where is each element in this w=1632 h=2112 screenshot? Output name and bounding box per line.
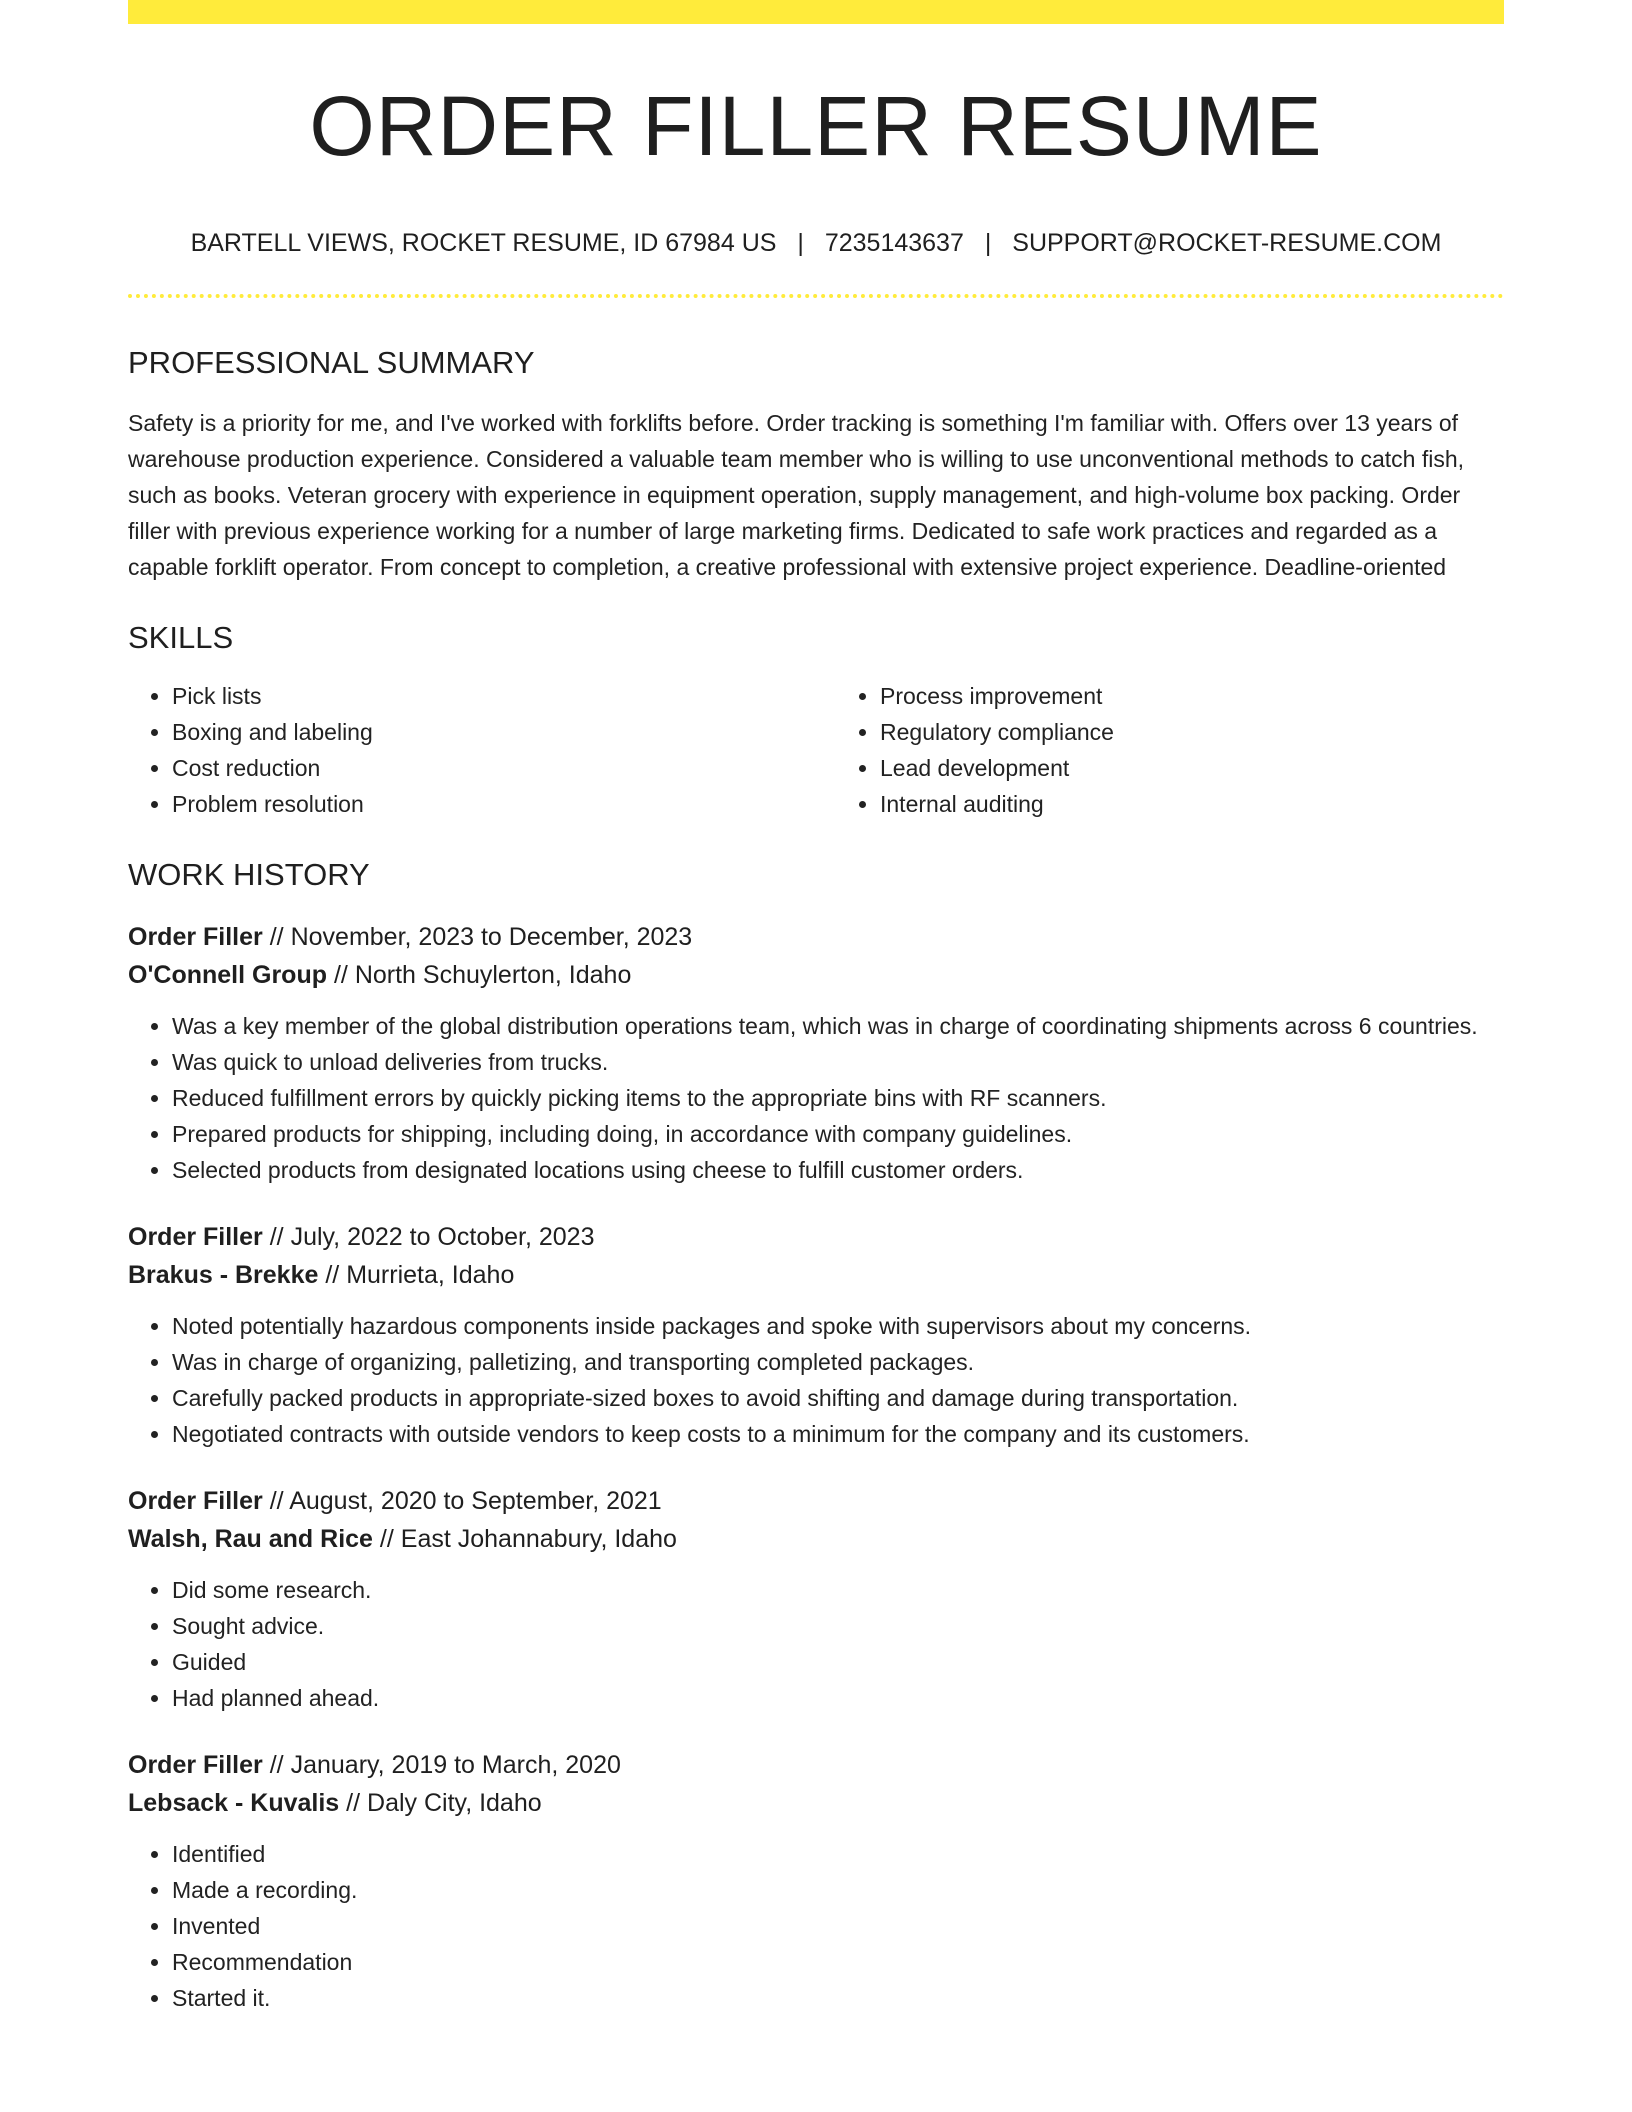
job-bullet: • Carefully packed products in appropriate-sized boxes to avoid shifting and damage during transportation.: [172, 1380, 1504, 1416]
summary-heading: PROFESSIONAL SUMMARY: [128, 345, 535, 380]
job-bullet: • Did some research.: [172, 1572, 1504, 1608]
contact-line: [128, 228, 1504, 258]
job-bullets: [128, 1572, 1504, 1716]
skill-item: • Problem resolution: [172, 786, 796, 822]
work-history-heading: WORK HISTORY: [128, 857, 370, 893]
job-entry: [128, 918, 1504, 1188]
resume-title: ORDER FILLER RESUME: [309, 79, 1323, 173]
job-separator: //: [269, 1750, 284, 1779]
job-title-line: [128, 1482, 1504, 1520]
job-company: Lebsack - Kuvalis: [128, 1788, 340, 1817]
job-bullets: [128, 1308, 1504, 1452]
job-location: East Johannabury, Idaho: [400, 1524, 677, 1553]
job-location: Murrieta, Idaho: [346, 1260, 515, 1289]
skill-item: • Pick lists: [172, 678, 796, 714]
job-bullet: • Negotiated contracts with outside vendors to keep costs to a minimum for the company and its customers.: [172, 1416, 1504, 1452]
job-location: North Schuylerton, Idaho: [354, 960, 632, 989]
job-title: Order Filler: [128, 1750, 263, 1779]
job-location: Daly City, Idaho: [367, 1788, 542, 1817]
job-dates: July, 2022 to October, 2023: [290, 1222, 595, 1251]
contact-separator: |: [797, 229, 804, 257]
job-bullet: • Sought advice.: [172, 1608, 1504, 1644]
job-title-line: [128, 918, 1504, 956]
job-bullet: • Was a key member of the global distribution operations team, which was in charge of coordinating shipments across 6 countries.: [172, 1008, 1504, 1044]
job-title: Order Filler: [128, 1222, 263, 1251]
job-title-line: [128, 1746, 1504, 1784]
summary-text: Safety is a priority for me, and I've worked with forklifts before. Order tracking is something I'm familiar with. Offers over 13 years of warehouse production experience. Considered a valuable team member who is willing to use unconventional methods to catch fish, such as books. Veteran grocery with experience in equipment operation, supply management, and high-volume box packing. Order filler with previous experience working for a number of large marketing firms. Dedicated to safe work practices and regarded as a capable forklift operator. From concept to completion, a creative professional with extensive project experience. Deadline-oriented: [128, 410, 1465, 581]
job-bullet: • Noted potentially hazardous components inside packages and spoke with supervisors about my concerns.: [172, 1308, 1504, 1344]
job-bullet: • Had planned ahead.: [172, 1680, 1504, 1716]
job-title: Order Filler: [128, 1486, 263, 1515]
skills-list-left: [128, 678, 796, 822]
job-separator: //: [269, 1486, 284, 1515]
skill-item: • Boxing and labeling: [172, 714, 796, 750]
contact-address: BARTELL VIEWS, ROCKET RESUME, ID 67984 US: [190, 229, 777, 257]
job-separator: //: [379, 1524, 394, 1553]
job-bullet: • Recommendation: [172, 1944, 1504, 1980]
job-company: Walsh, Rau and Rice: [128, 1524, 373, 1553]
job-bullet: • Identified: [172, 1836, 1504, 1872]
skill-item: • Lead development: [880, 750, 1504, 786]
job-company-line: [128, 1784, 1504, 1822]
job-separator: //: [325, 1260, 340, 1289]
job-dates: January, 2019 to March, 2020: [290, 1750, 621, 1779]
job-bullet: • Invented: [172, 1908, 1504, 1944]
job-bullet: • Reduced fulfillment errors by quickly picking items to the appropriate bins with RF scanners.: [172, 1080, 1504, 1116]
job-bullet: • Selected products from designated locations using cheese to fulfill customer orders.: [172, 1152, 1504, 1188]
job-title-line: [128, 1218, 1504, 1256]
job-title: Order Filler: [128, 922, 263, 951]
skill-item: • Internal auditing: [880, 786, 1504, 822]
skills-grid: [128, 678, 1504, 822]
job-bullet: • Started it.: [172, 1980, 1504, 2016]
contact-separator: |: [984, 229, 992, 257]
job-bullet: • Guided: [172, 1644, 1504, 1680]
skill-item: • Process improvement: [880, 678, 1504, 714]
job-company-line: [128, 1256, 1504, 1294]
job-bullet: • Was quick to unload deliveries from trucks.: [172, 1044, 1504, 1080]
job-entry: [128, 1482, 1504, 1716]
job-entry: [128, 1746, 1504, 2016]
contact-phone: 7235143637: [824, 229, 964, 257]
job-bullet: • Prepared products for shipping, including doing, in accordance with company guidelines.: [172, 1116, 1504, 1152]
contact-email: SUPPORT@ROCKET-RESUME.COM: [1012, 229, 1442, 257]
header-divider: [128, 294, 1504, 298]
job-separator: //: [269, 1222, 284, 1251]
job-company-line: [128, 956, 1504, 994]
job-company: O'Connell Group: [128, 960, 327, 989]
skill-item: • Regulatory compliance: [880, 714, 1504, 750]
accent-top-bar: [128, 0, 1504, 24]
job-dates: November, 2023 to December, 2023: [290, 922, 693, 951]
job-bullets: [128, 1836, 1504, 2016]
job-separator: //: [333, 960, 348, 989]
skills-list-right: [836, 678, 1504, 822]
job-bullet: • Was in charge of organizing, palletizing, and transporting completed packages.: [172, 1344, 1504, 1380]
skills-heading: SKILLS: [128, 620, 234, 656]
job-separator: //: [269, 922, 284, 951]
job-company-line: [128, 1520, 1504, 1558]
job-dates: August, 2020 to September, 2021: [289, 1486, 662, 1515]
resume-page: [128, 0, 1504, 2016]
job-separator: //: [346, 1788, 361, 1817]
skill-item: • Cost reduction: [172, 750, 796, 786]
job-bullet: • Made a recording.: [172, 1872, 1504, 1908]
job-company: Brakus - Brekke: [128, 1260, 319, 1289]
job-bullets: [128, 1008, 1504, 1188]
job-entry: [128, 1218, 1504, 1452]
